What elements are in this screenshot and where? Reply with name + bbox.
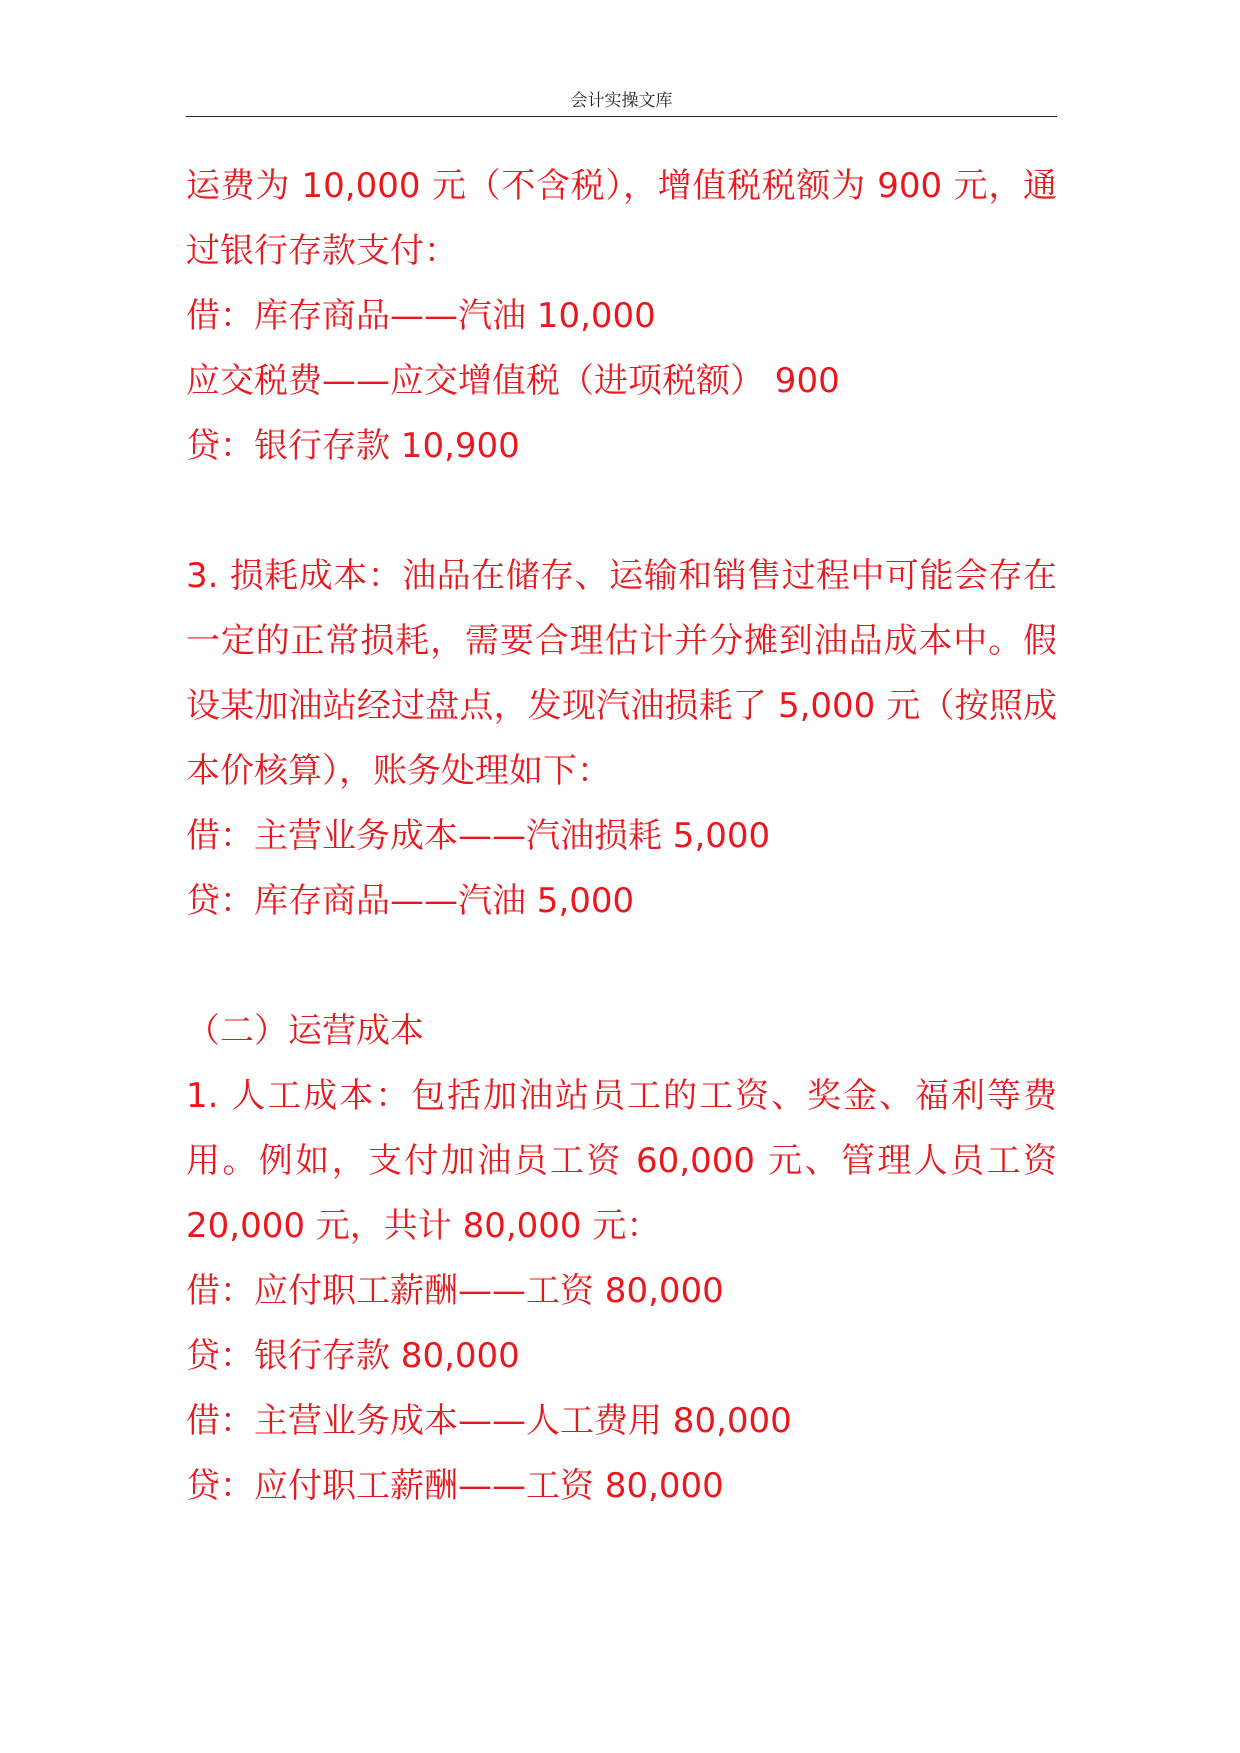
- paragraph-gap: [186, 934, 1057, 999]
- journal-entry-debit: 应交税费——应交增值税（进项税额） 900: [186, 361, 840, 401]
- text-line: 3. 损耗成本：油品在储存、运输和销售过程中可能会存在: [186, 556, 1057, 596]
- text-line: 用。例如，支付加油员工资 60,000 元、管理人员工资: [186, 1141, 1057, 1181]
- journal-entry-debit: 借：主营业务成本——人工费用 80,000: [186, 1401, 792, 1441]
- journal-entry-debit: 借：应付职工薪酬——工资 80,000: [186, 1271, 724, 1311]
- journal-entry-credit: 贷：库存商品——汽油 5,000: [186, 881, 635, 921]
- text-line: 过银行存款支付：: [186, 231, 458, 271]
- text-line: 1. 人工成本：包括加油站员工的工资、奖金、福利等费: [186, 1076, 1057, 1116]
- page-header: [186, 86, 1057, 117]
- text-line: 20,000 元，共计 80,000 元：: [186, 1206, 661, 1246]
- journal-entry-credit: 贷：银行存款 10,900: [186, 426, 520, 466]
- journal-entry-credit: 贷：银行存款 80,000: [186, 1336, 520, 1376]
- text-line: 运费为 10,000 元（不含税），增值税税额为 900 元，通: [186, 166, 1057, 206]
- header-title: 会计实操文库: [570, 91, 673, 111]
- journal-entry-debit: 借：库存商品——汽油 10,000: [186, 296, 656, 336]
- section-heading: （二）运营成本: [186, 1011, 424, 1051]
- paragraph-gap: [186, 479, 1057, 544]
- text-line: 设某加油站经过盘点，发现汽油损耗了 5,000 元（按照成: [186, 686, 1057, 726]
- document-body: [186, 154, 1057, 1519]
- text-line: 本价核算），账务处理如下：: [186, 751, 611, 791]
- journal-entry-debit: 借：主营业务成本——汽油损耗 5,000: [186, 816, 771, 856]
- text-line: 一定的正常损耗，需要合理估计并分摊到油品成本中。假: [186, 621, 1057, 661]
- journal-entry-credit: 贷：应付职工薪酬——工资 80,000: [186, 1466, 724, 1506]
